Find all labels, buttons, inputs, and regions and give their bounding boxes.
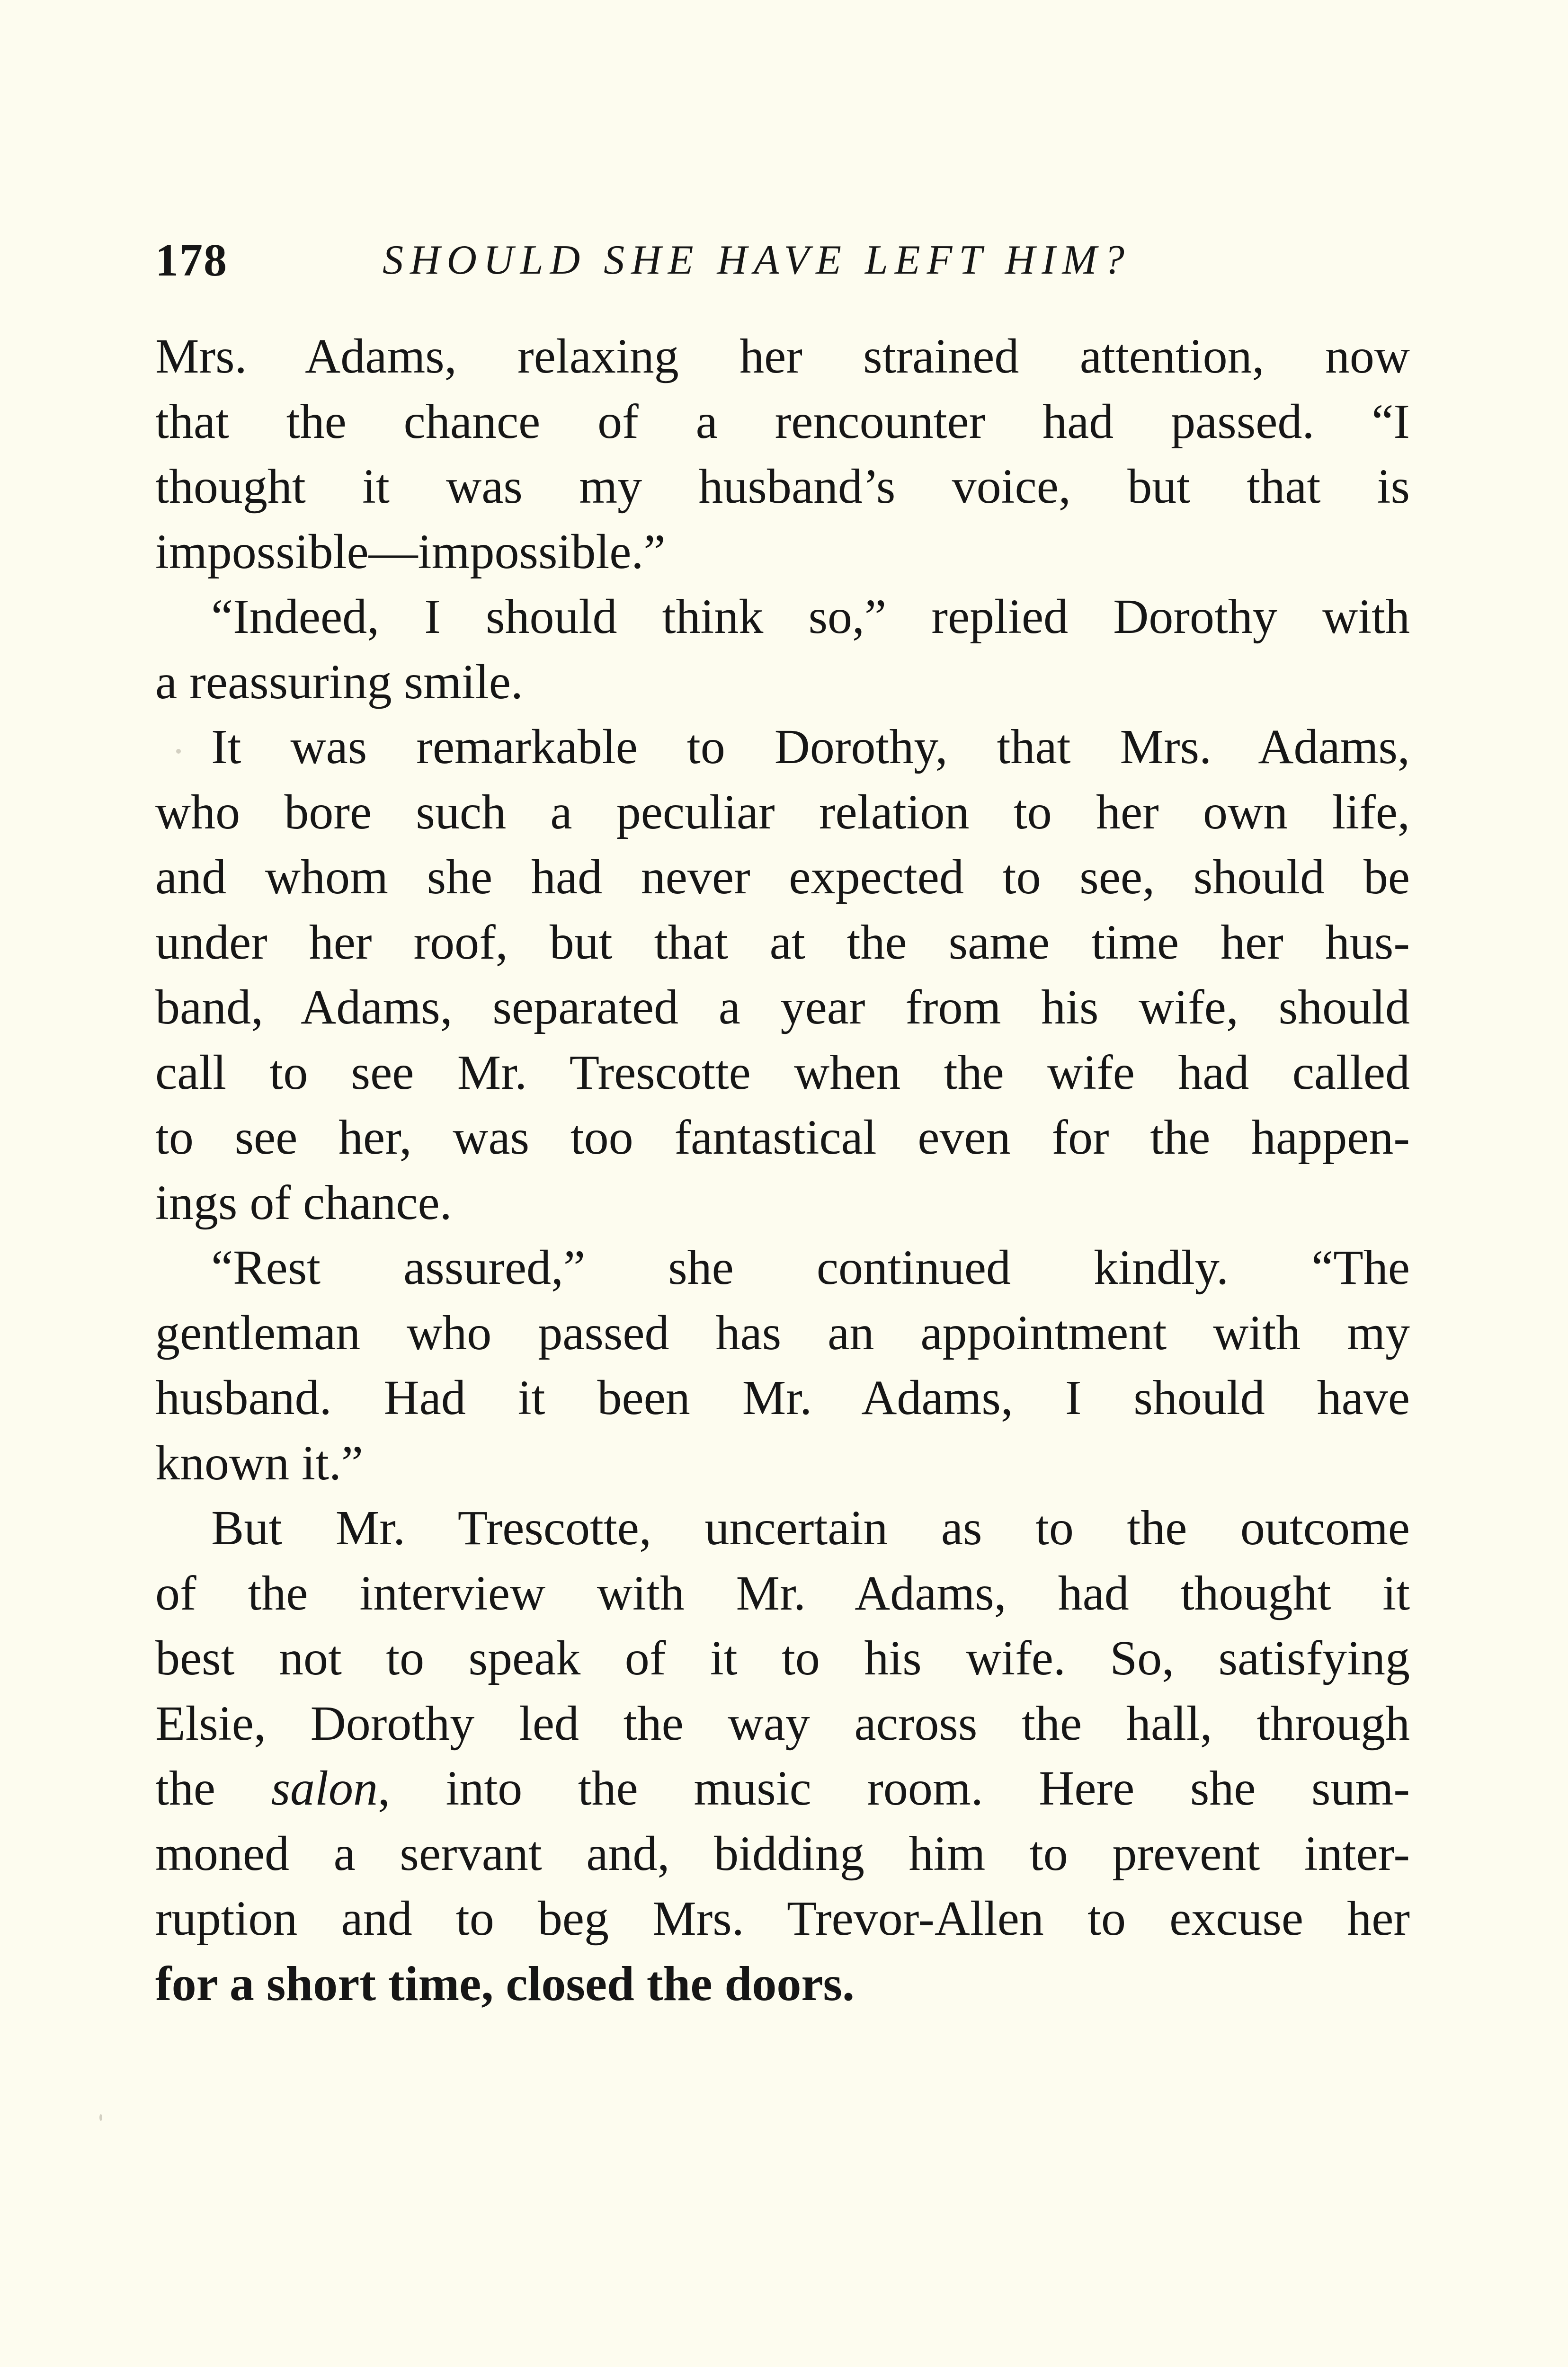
text-segment: the bbox=[155, 1761, 271, 1815]
text-line: It was remarkable to Dorothy, that Mrs. Adams, bbox=[211, 720, 1410, 774]
text-line: best not to speak of it to his wife. So, satisfying bbox=[155, 1631, 1410, 1685]
text-line: band, Adams, separated a year from his wife, should bbox=[155, 980, 1410, 1034]
paper-speck bbox=[99, 2114, 102, 2121]
text-line: ruption and to beg Mrs. Trevor-Allen to excuse her bbox=[155, 1891, 1410, 1946]
body-text bbox=[155, 324, 1410, 2016]
text-line: of the interview with Mr. Adams, had thought it bbox=[155, 1566, 1410, 1620]
running-title: SHOULD SHE HAVE LEFT HIM? bbox=[383, 237, 1131, 283]
text-line: to see her, was too fantastical even for the happen- bbox=[155, 1110, 1410, 1165]
text-line: Mrs. Adams, relaxing her strained attention, now bbox=[155, 329, 1410, 383]
text-line: ings of chance. bbox=[155, 1175, 452, 1230]
text-line: But Mr. Trescotte, uncertain as to the outcome bbox=[211, 1501, 1410, 1555]
text-segment: , into the music room. Here she sum- bbox=[377, 1761, 1410, 1815]
paragraph-3 bbox=[155, 714, 1410, 1235]
text-line: under her roof, but that at the same time her hus- bbox=[155, 915, 1410, 970]
text-line: that the chance of a rencounter had passed. “I bbox=[155, 394, 1410, 449]
text-line: gentleman who passed has an appointment with my bbox=[155, 1305, 1410, 1360]
text-line: “Rest assured,” she continued kindly. “The bbox=[211, 1240, 1410, 1295]
paragraph-5 bbox=[155, 1495, 1410, 2016]
paragraph-2 bbox=[155, 584, 1410, 714]
page-number: 178 bbox=[155, 235, 228, 286]
text-line: for a short time, closed the doors. bbox=[155, 1956, 855, 2011]
text-line: known it.” bbox=[155, 1435, 364, 1490]
italic-word: salon bbox=[271, 1761, 378, 1815]
text-line: Elsie, Dorothy led the way across the hall, through bbox=[155, 1696, 1410, 1751]
text-line: husband. Had it been Mr. Adams, I should have bbox=[155, 1370, 1410, 1425]
text-line: and whom she had never expected to see, should be bbox=[155, 850, 1410, 904]
text-line: call to see Mr. Trescotte when the wife had called bbox=[155, 1045, 1410, 1100]
text-line: a reassuring smile. bbox=[155, 654, 523, 709]
text-line: thought it was my husband’s voice, but that is bbox=[155, 459, 1410, 514]
text-line-with-italic bbox=[155, 1756, 1410, 1821]
paragraph-4 bbox=[155, 1235, 1410, 1495]
text-line: moned a servant and, bidding him to prevent inter- bbox=[155, 1826, 1410, 1881]
running-head bbox=[155, 227, 1424, 294]
paper-speck bbox=[176, 749, 181, 754]
text-line: who bore such a peculiar relation to her own life, bbox=[155, 784, 1410, 839]
text-line: “Indeed, I should think so,” replied Dorothy with bbox=[211, 589, 1410, 644]
paragraph-1 bbox=[155, 324, 1410, 584]
text-line: impossible—impossible.” bbox=[155, 524, 666, 579]
